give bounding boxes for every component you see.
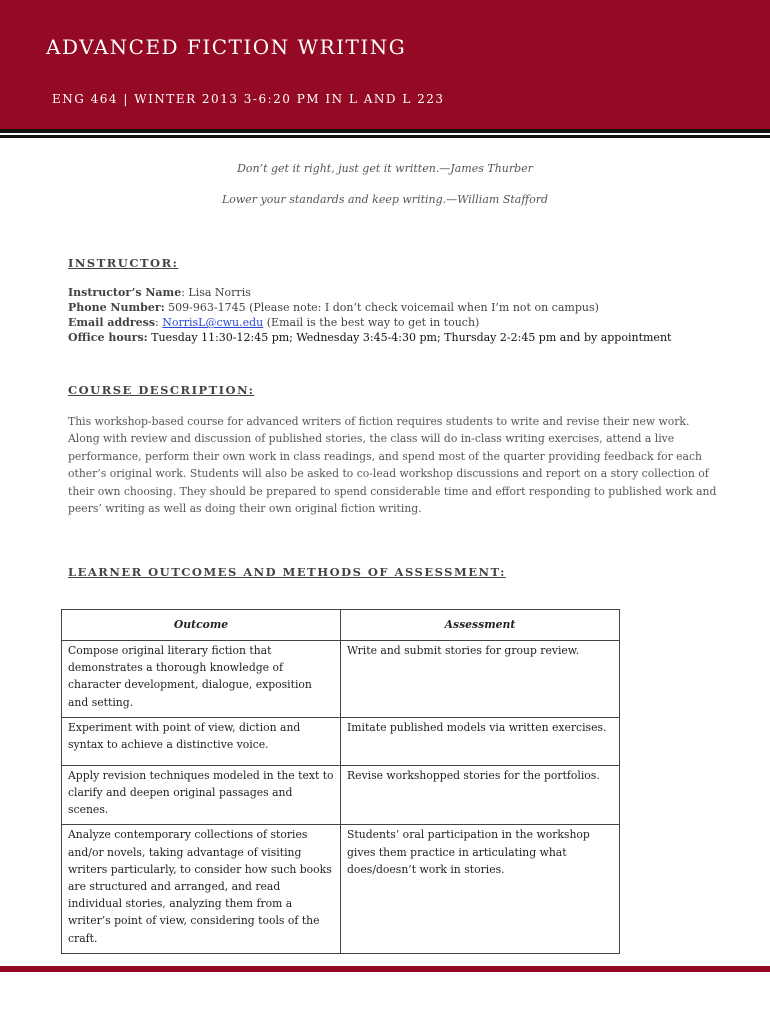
table-row bbox=[62, 765, 620, 825]
assessment-cell: Revise workshopped stories for the portfolios. bbox=[341, 765, 620, 825]
outcome-cell: Compose original literary fiction that demonstrates a thorough knowledge of character development, dialogue, exposition and setting. bbox=[62, 641, 341, 718]
table-row bbox=[62, 641, 620, 718]
assessment-cell: Write and submit stories for group review. bbox=[341, 641, 620, 718]
course-description-heading: COURSE DESCRIPTION: bbox=[68, 383, 255, 397]
epigraph-quote: Don’t get it right, just get it written.—James Thurber bbox=[237, 162, 533, 175]
outcome-cell: Experiment with point of view, diction and syntax to achieve a distinctive voice. bbox=[62, 717, 341, 765]
email-link[interactable]: NorrisL@cwu.edu bbox=[162, 316, 264, 329]
course-description-text: This workshop-based course for advanced writers of fiction requires students to write and revise their new work. Along with review and discussion of published stories, the class will do in-class writing exercises, attend a live performance, perform their own work in class readings, and spend most of the quarter providing feedback for each other’s original work. Students will also be asked to co-lead workshop discussions and report on a story collection of their own choosing. They should be prepared to spend considerable time and effort responding to published work and peers’ writing as well as doing their own original fiction writing. bbox=[68, 415, 717, 516]
course-title: ADVANCED FICTION WRITING bbox=[46, 35, 407, 59]
outcome-cell: Apply revision techniques modeled in the text to clarify and deepen original passages and scenes. bbox=[62, 765, 341, 825]
table-row bbox=[62, 717, 620, 765]
assessment-cell: Imitate published models via written exercises. bbox=[341, 717, 620, 765]
email-note: (Email is the best way to get in touch) bbox=[263, 316, 480, 329]
table-header-row bbox=[62, 610, 620, 641]
outcome-cell: Analyze contemporary collections of stories and/or novels, taking advantage of visiting writers particularly, to consider how such books are structured and arranged, and read individual stories, analyzing them from a writer’s point of view, considering tools of the craft. bbox=[62, 825, 341, 953]
phone-line bbox=[68, 301, 599, 314]
course-subtitle: ENG 464 | WINTER 2013 3-6:20 PM IN L AND L 223 bbox=[52, 92, 445, 106]
header-banner bbox=[0, 0, 770, 129]
outcome-column-header: Outcome bbox=[62, 610, 341, 641]
email-label: Email address bbox=[68, 316, 156, 329]
email-separator: : bbox=[155, 316, 163, 329]
epigraph-quote: Lower your standards and keep writing.—William Stafford bbox=[221, 193, 549, 206]
office-hours-label: Office hours: bbox=[68, 331, 148, 344]
email-line bbox=[68, 316, 479, 329]
phone-value: 509-963-1745 (Please note: I don’t check voicemail when I’m not on campus) bbox=[164, 301, 599, 314]
footer-bar bbox=[0, 966, 770, 972]
table-row bbox=[62, 825, 620, 953]
instructor-name-value: : Lisa Norris bbox=[181, 286, 251, 299]
outcomes-heading: LEARNER OUTCOMES AND METHODS OF ASSESSMENT: bbox=[68, 565, 506, 579]
phone-label: Phone Number: bbox=[68, 301, 165, 314]
office-hours-value: Tuesday 11:30-12:45 pm; Wednesday 3:45-4:30 pm; Thursday 2-2:45 pm and by appointment bbox=[147, 331, 672, 344]
office-hours-line bbox=[68, 331, 671, 344]
instructor-heading: INSTRUCTOR: bbox=[68, 256, 179, 270]
instructor-name-line bbox=[68, 286, 251, 299]
outcomes-table bbox=[61, 609, 620, 954]
instructor-name-label: Instructor’s Name bbox=[68, 286, 182, 299]
header-rule-bottom bbox=[0, 135, 770, 138]
assessment-column-header: Assessment bbox=[341, 610, 620, 641]
assessment-cell: Students’ oral participation in the workshop gives them practice in articulating what does/doesn’t work in stories. bbox=[341, 825, 620, 953]
